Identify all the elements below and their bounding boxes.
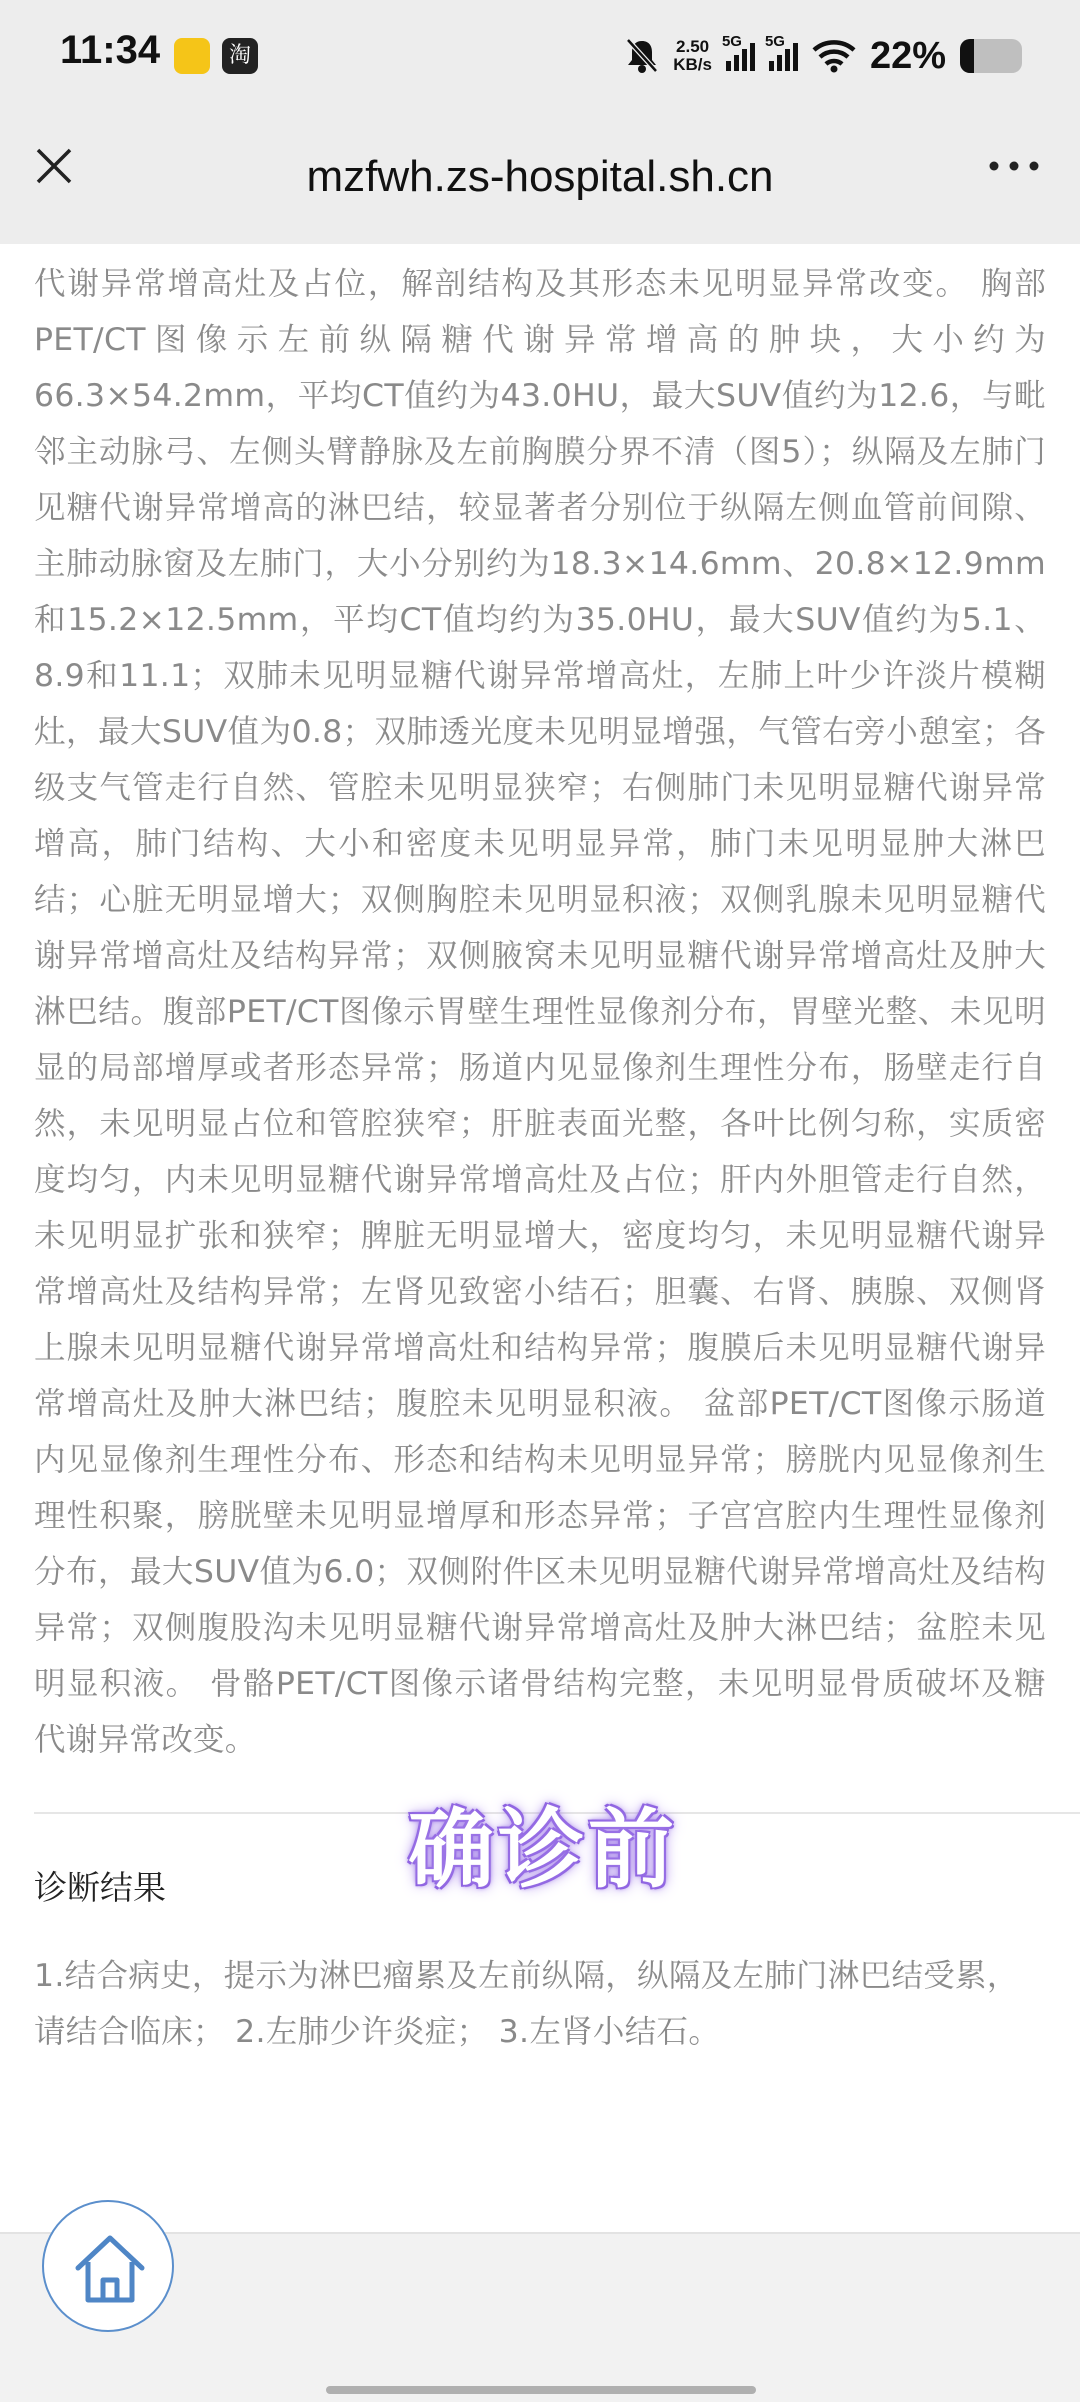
status-indicators xyxy=(625,32,1022,80)
signal-1-label: 5G xyxy=(721,33,742,50)
wifi-icon xyxy=(812,39,856,73)
battery-icon xyxy=(960,39,1022,73)
signal-2-label: 5G xyxy=(764,33,785,50)
net-speed-unit: KB/s xyxy=(673,55,712,74)
more-icon[interactable] xyxy=(984,156,1044,176)
diagnosis-title: 诊断结果 xyxy=(34,1868,166,1907)
notes-notification-icon xyxy=(174,38,210,74)
signal-1-icon xyxy=(721,33,755,71)
report-findings-text: 代谢异常增高灶及占位，解剖结构及其形态未见明显异常改变。 胸部PET/CT图像示左前纵隔糖代谢异常增高的肿块，大小约为66.3×54.2mm，平均CT值约为43.0HU，最大SUV值约为12.6，与毗邻主动脉弓、左侧头臂静脉及左前胸膜分界不清（图5）；纵隔及左肺门见糖代谢异常增高的淋巴结，较显著者分别位于纵隔左侧血管前间隙、主肺动脉窗及左肺门，大小分别约为18.3×14.6mm、20.8×12.9mm和15.2×12.5mm，平均CT值均约为35.0HU，最大SUV值约为5.1、8.9和11.1；双肺未见明显糖代谢异常增高灶，左肺上叶少许淡片模糊灶，最大SUV值为0.8；双肺透光度未见明显增强，气管右旁小憩室；各级支气管走行自然、管腔未见明显狭窄；右侧肺门未见明显糖代谢异常增高，肺门结构、大小和密度未见明显异常，肺门未见明显肿大淋巴结；心脏无明显增大；双侧胸腔未见明显积液；双侧乳腺未见明显糖代谢异常增高灶及结构异常；双侧腋窝未见明显糖代谢异常增高灶及肿大淋巴结。腹部PET/CT图像示胃壁生理性显像剂分布，胃壁光整、未见明显的局部增厚或者形态异常；肠道内见显像剂生理性分布，肠壁走行自然，未见明显占位和管腔狭窄；肝脏表面光整，各叶比例匀称，实质密度均匀，内未见明显糖代谢异常增高灶及占位；肝内外胆管走行自然，未见明显扩张和狭窄；脾脏无明显增大，密度均匀，未见明显糖代谢异常增高灶及结构异常；左肾见致密小结石；胆囊、右肾、胰腺、双侧肾上腺未见明显糖代谢异常增高灶和结构异常；腹膜后未见明显糖代谢异常增高灶及肿大淋巴结；腹腔未见明显积液。 盆部PET/CT图像示肠道内见显像剂生理性分布、形态和结构未见明显异常；膀胱内见显像剂生理性积聚，膀胱壁未见明显增厚和形态异常；子宫宫腔内生理性显像剂分布，最大SUV值为6.0；双侧附件区未见明显糖代谢异常增高灶及结构异常；双侧腹股沟未见明显糖代谢异常增高灶及肿大淋巴结；盆腔未见明显积液。 骨骼PET/CT图像示诸骨结构完整，未见明显骨质破坏及糖代谢异常改变。 xyxy=(34,266,1046,1758)
diagnosis-text: 1.结合病史，提示为淋巴瘤累及左前纵隔，纵隔及左肺门淋巴结受累，请结合临床； 2.左肺少许炎症； 3.左肾小结石。 xyxy=(34,1958,1019,2050)
report-content xyxy=(34,256,1046,1768)
net-speed-value: 2.50 xyxy=(676,37,710,56)
status-bar xyxy=(0,0,1080,112)
browser-nav-bar xyxy=(0,112,1080,244)
mute-bell-icon xyxy=(625,38,659,74)
home-button[interactable] xyxy=(42,2200,174,2332)
battery-fill xyxy=(960,39,974,73)
gesture-bar[interactable] xyxy=(326,2386,756,2394)
home-icon xyxy=(70,2228,150,2308)
signal-2-icon xyxy=(764,33,798,71)
net-speed xyxy=(673,38,712,74)
watermark-label: 确诊前 xyxy=(408,1800,678,1900)
page-url-title: mzfwh.zs-hospital.sh.cn xyxy=(306,152,774,201)
battery-percent: 22% xyxy=(869,34,946,77)
status-time: 11:34 xyxy=(60,28,161,72)
taobao-notification-icon: 淘 xyxy=(222,38,258,74)
